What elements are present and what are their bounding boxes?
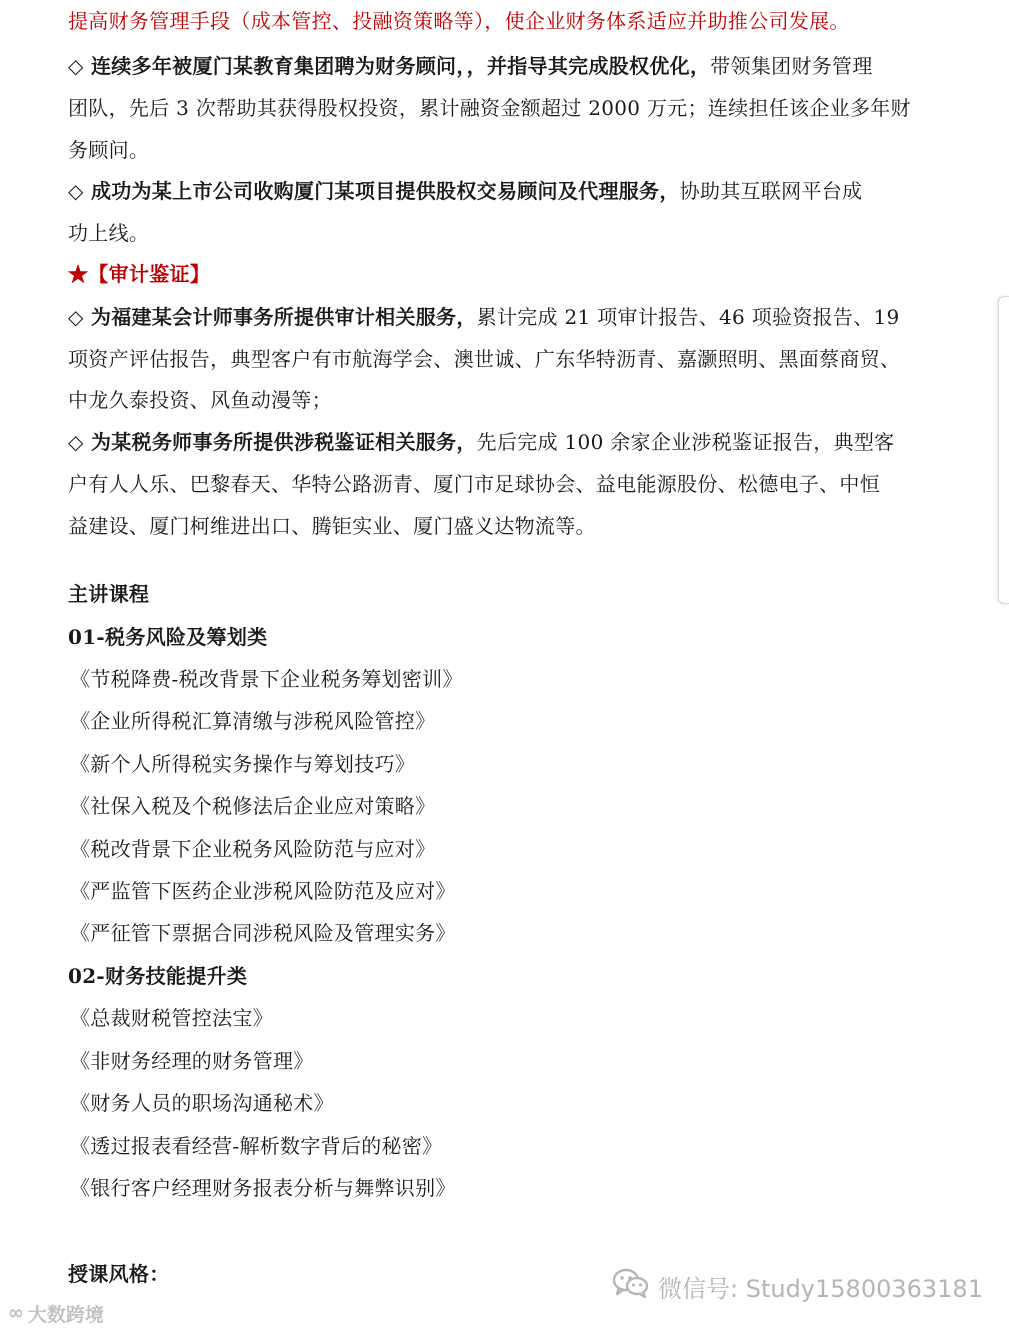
category-title: 01-税务风险及筹划类 — [68, 625, 268, 649]
text-line: 户有人人乐、巴黎春天、华特公路沥青、厦门市足球协会、益电能源股份、松德电子、中恒 — [68, 472, 880, 496]
bold-phrase: ◇ 为某税务师事务所提供涉税鉴证相关服务， — [68, 430, 477, 454]
wechat-icon — [612, 1267, 650, 1305]
course-item: 《税改背景下企业税务风险防范与应对》 — [70, 837, 436, 861]
bold-phrase: ◇ 为福建某会计师事务所提供审计相关服务， — [68, 305, 477, 329]
text-line — [68, 430, 948, 454]
course-item: 《节税降费-税改背景下企业税务筹划密训》 — [70, 667, 463, 691]
text-line: 中龙久泰投资、风鱼动漫等； — [68, 388, 332, 412]
text-line: 务顾问。 — [68, 138, 150, 162]
course-item: 《新个人所得税实务操作与筹划技巧》 — [70, 752, 416, 776]
course-item: 《银行客户经理财务报表分析与舞弊识别》 — [70, 1176, 456, 1200]
watermark-right-text: 微信号: Study15800363181 — [658, 1274, 983, 1303]
course-item: 《非财务经理的财务管理》 — [70, 1049, 314, 1073]
course-item: 《企业所得税汇算清缴与涉税风险管控》 — [70, 709, 436, 733]
course-item: 《总裁财税管控法宝》 — [70, 1006, 273, 1030]
course-item: 《财务人员的职场沟通秘术》 — [70, 1091, 334, 1115]
bold-phrase: ◇ 成功为某上市公司收购厦门某项目提供股权交易顾问及代理服务， — [68, 179, 680, 203]
watermark-left — [8, 1300, 104, 1326]
teaching-style-heading: 授课风格： — [68, 1262, 170, 1286]
main-courses-heading: 主讲课程 — [68, 582, 150, 606]
side-scroll-tab[interactable] — [998, 296, 1009, 604]
text-line — [68, 305, 948, 329]
watermark-right — [612, 1266, 983, 1306]
section-heading-audit: ★【审计鉴证】 — [68, 262, 211, 286]
course-item: 《社保入税及个税修法后企业应对策略》 — [70, 794, 436, 818]
course-item: 《严征管下票据合同涉税风险及管理实务》 — [70, 921, 456, 945]
text-line: 益建设、厦门柯维进出口、腾钜实业、厦门盛义达物流等。 — [68, 514, 596, 538]
normal-phrase: 先后完成 100 余家企业涉税鉴证报告，典型客 — [476, 430, 895, 454]
text-line: 团队，先后 3 次帮助其获得股权投资，累计融资金额超过 2000 万元；连续担任该企业多年财 — [68, 96, 911, 120]
watermark-logo-icon: ∞ — [8, 1302, 24, 1324]
course-item: 《严监管下医药企业涉税风险防范及应对》 — [70, 879, 456, 903]
bold-phrase: ◇ 连续多年被厦门某教育集团聘为财务顾问，，并指导其完成股权优化， — [68, 54, 711, 78]
normal-phrase: 累计完成 21 项审计报告、46 项验资报告、19 — [476, 305, 900, 329]
text-line: 功上线。 — [68, 221, 150, 245]
text-line — [68, 179, 948, 203]
text-line — [68, 54, 948, 78]
text-line: 提高财务管理手段（成本管控、投融资策略等），使企业财务体系适应并助推公司发展。 — [68, 9, 850, 33]
normal-phrase: 协助其互联网平台成 — [679, 179, 863, 203]
normal-phrase: 带领集团财务管理 — [710, 54, 873, 78]
category-title: 02-财务技能提升类 — [68, 964, 248, 988]
watermark-left-text: 大数跨境 — [27, 1303, 104, 1326]
text-line: 项资产评估报告，典型客户有市航海学会、澳世诚、广东华特沥青、嘉灏照明、黑面蔡商贸、 — [68, 347, 901, 371]
course-item: 《透过报表看经营-解析数字背后的秘密》 — [70, 1134, 443, 1158]
